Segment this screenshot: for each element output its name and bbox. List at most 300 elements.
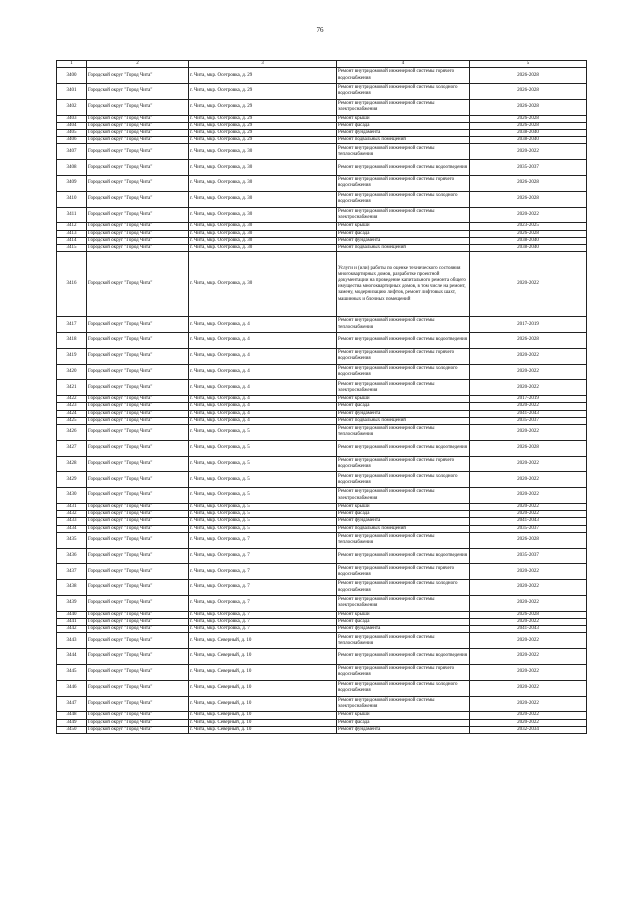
row-number-cell: 3436 — [57, 548, 87, 564]
period-cell: 2035-2037 — [470, 417, 587, 424]
table-row — [57, 488, 587, 504]
address-cell: г. Чита, мкр. Осетровка, д. 7 — [189, 532, 337, 548]
row-number-cell: 3432 — [57, 511, 87, 518]
address-cell: г. Чита, мкр. Северный, д. 10 — [189, 664, 337, 680]
period-cell: 2038-2040 — [470, 130, 587, 137]
period-cell: 2026-2028 — [470, 333, 587, 349]
work-type-cell: Услуги и (или) работы по оценке технического состояния многоквартирных домов, разработке проектной документации на проведение капитального ремонта общего имущества многоквартирных домов, в том числе на ремонт, замену, модернизацию лифтов, ремонт лифтовых шахт, машинных и блочных помещений — [337, 252, 470, 317]
owner-cell: Городской округ "Город Чита" — [87, 618, 189, 625]
work-type-cell: Ремонт внутридомовой инженерной системы водоотведения — [337, 333, 470, 349]
address-cell: г. Чита, мкр. Осетровка, д. 5 — [189, 518, 337, 525]
owner-cell: Городской округ "Город Чита" — [87, 364, 189, 380]
period-cell: 2038-2040 — [470, 245, 587, 252]
address-cell: г. Чита, мкр. Осетровка, д. 30 — [189, 144, 337, 160]
owner-cell: Городской округ "Город Чита" — [87, 230, 189, 237]
address-cell: г. Чита, мкр. Осетровка, д. 4 — [189, 364, 337, 380]
table-row — [57, 68, 587, 84]
period-cell: 2035-2037 — [470, 525, 587, 532]
address-cell: г. Чита, мкр. Осетровка, д. 5 — [189, 525, 337, 532]
period-cell: 2017-2019 — [470, 396, 587, 403]
owner-cell: Городской округ "Город Чита" — [87, 580, 189, 596]
work-type-cell: Ремонт внутридомовой инженерной системы горячего водоснабжения — [337, 68, 470, 84]
period-cell: 2035-2037 — [470, 160, 587, 176]
table-row — [57, 84, 587, 100]
address-cell: г. Чита, мкр. Осетровка, д. 7 — [189, 564, 337, 580]
column-header: 5 — [470, 61, 587, 68]
owner-cell: Городской округ "Город Чита" — [87, 633, 189, 649]
address-cell: г. Чита, мкр. Осетровка, д. 4 — [189, 333, 337, 349]
row-number-cell: 3423 — [57, 403, 87, 410]
period-cell: 2020-2022 — [470, 456, 587, 472]
owner-cell: Городской округ "Город Чита" — [87, 417, 189, 424]
row-number-cell: 3404 — [57, 122, 87, 129]
row-number-cell: 3412 — [57, 223, 87, 230]
period-cell: 2026-2028 — [470, 115, 587, 122]
address-cell: г. Чита, мкр. Осетровка, д. 5 — [189, 440, 337, 456]
work-type-cell: Ремонт внутридомовой инженерной системы теплоснабжения — [337, 425, 470, 441]
table-row — [57, 564, 587, 580]
address-cell: г. Чита, мкр. Осетровка, д. 30 — [189, 191, 337, 207]
row-number-cell: 3410 — [57, 191, 87, 207]
address-cell: г. Чита, мкр. Осетровка, д. 5 — [189, 488, 337, 504]
period-cell: 2026-2028 — [470, 176, 587, 192]
work-type-cell: Ремонт внутридомовой инженерной системы холодного водоснабжения — [337, 472, 470, 488]
table-row — [57, 680, 587, 696]
owner-cell: Городской округ "Город Чита" — [87, 176, 189, 192]
row-number-cell: 3448 — [57, 712, 87, 719]
owner-cell: Городской округ "Город Чита" — [87, 488, 189, 504]
table-row — [57, 137, 587, 144]
row-number-cell: 3429 — [57, 472, 87, 488]
period-cell: 2017-2019 — [470, 317, 587, 333]
owner-cell: Городской округ "Город Чита" — [87, 410, 189, 417]
table-row — [57, 333, 587, 349]
table-row — [57, 611, 587, 618]
table-row — [57, 633, 587, 649]
address-cell: г. Чита, мкр. Северный, д. 10 — [189, 649, 337, 665]
owner-cell: Городской округ "Город Чита" — [87, 532, 189, 548]
work-type-cell: Ремонт внутридомовой инженерной системы теплоснабжения — [337, 532, 470, 548]
owner-cell: Городской округ "Город Чита" — [87, 380, 189, 396]
table-row — [57, 626, 587, 633]
row-number-cell: 3407 — [57, 144, 87, 160]
address-cell: г. Чита, мкр. Осетровка, д. 5 — [189, 472, 337, 488]
owner-cell: Городской округ "Город Чита" — [87, 649, 189, 665]
row-number-cell: 3411 — [57, 207, 87, 223]
row-number-cell: 3441 — [57, 618, 87, 625]
work-type-cell: Ремонт внутридомовой инженерной системы водоотведения — [337, 649, 470, 665]
period-cell: 2020-2022 — [470, 503, 587, 510]
work-type-cell: Ремонт крыши — [337, 115, 470, 122]
owner-cell: Городской округ "Город Чита" — [87, 511, 189, 518]
owner-cell: Городской округ "Город Чита" — [87, 525, 189, 532]
period-cell: 2041-2043 — [470, 410, 587, 417]
row-number-cell: 3406 — [57, 137, 87, 144]
period-cell: 2026-2028 — [470, 122, 587, 129]
work-type-cell: Ремонт фасада — [337, 719, 470, 726]
owner-cell: Городской округ "Город Чита" — [87, 252, 189, 317]
work-type-cell: Ремонт внутридомовой инженерной системы электроснабжения — [337, 207, 470, 223]
table-row — [57, 719, 587, 726]
period-cell: 2020-2022 — [470, 348, 587, 364]
work-type-cell: Ремонт фасада — [337, 618, 470, 625]
work-type-cell: Ремонт внутридомовой инженерной системы горячего водоснабжения — [337, 564, 470, 580]
row-number-cell: 3446 — [57, 680, 87, 696]
row-number-cell: 3445 — [57, 664, 87, 680]
work-type-cell: Ремонт крыши — [337, 611, 470, 618]
work-type-cell: Ремонт внутридомовой инженерной системы горячего водоснабжения — [337, 664, 470, 680]
table-row — [57, 317, 587, 333]
period-cell: 2020-2022 — [470, 380, 587, 396]
owner-cell: Городской округ "Город Чита" — [87, 503, 189, 510]
row-number-cell: 3440 — [57, 611, 87, 618]
period-cell: 2020-2022 — [470, 488, 587, 504]
work-type-cell: Ремонт фасада — [337, 122, 470, 129]
work-type-cell: Ремонт подвальных помещений — [337, 525, 470, 532]
owner-cell: Городской округ "Город Чита" — [87, 333, 189, 349]
work-type-cell: Ремонт внутридомовой инженерной системы горячего водоснабжения — [337, 348, 470, 364]
period-cell: 2020-2022 — [470, 252, 587, 317]
table-row — [57, 456, 587, 472]
period-cell: 2026-2028 — [470, 532, 587, 548]
period-cell: 2026-2028 — [470, 99, 587, 115]
address-cell: г. Чита, мкр. Осетровка, д. 4 — [189, 410, 337, 417]
row-number-cell: 3416 — [57, 252, 87, 317]
address-cell: г. Чита, мкр. Осетровка, д. 7 — [189, 611, 337, 618]
owner-cell: Городской округ "Город Чита" — [87, 99, 189, 115]
owner-cell: Городской округ "Город Чита" — [87, 626, 189, 633]
work-type-cell: Ремонт внутридомовой инженерной системы водоотведения — [337, 440, 470, 456]
work-type-cell: Ремонт подвальных помещений — [337, 137, 470, 144]
address-cell: г. Чита, мкр. Осетровка, д. 29 — [189, 130, 337, 137]
owner-cell: Городской округ "Город Чита" — [87, 396, 189, 403]
table-row — [57, 649, 587, 665]
owner-cell: Городской округ "Город Чита" — [87, 664, 189, 680]
period-cell: 2026-2028 — [470, 68, 587, 84]
period-cell: 2020-2022 — [470, 595, 587, 611]
address-cell: г. Чита, мкр. Северный, д. 10 — [189, 719, 337, 726]
address-cell: г. Чита, мкр. Осетровка, д. 7 — [189, 618, 337, 625]
row-number-cell: 3438 — [57, 580, 87, 596]
period-cell: 2020-2022 — [470, 719, 587, 726]
address-cell: г. Чита, мкр. Осетровка, д. 30 — [189, 245, 337, 252]
period-cell: 2020-2022 — [470, 364, 587, 380]
table-row — [57, 472, 587, 488]
period-cell: 2020-2022 — [470, 649, 587, 665]
row-number-cell: 3414 — [57, 237, 87, 244]
work-type-cell: Ремонт внутридомовой инженерной системы горячего водоснабжения — [337, 456, 470, 472]
owner-cell: Городской округ "Город Чита" — [87, 595, 189, 611]
table-row — [57, 237, 587, 244]
period-cell: 2026-2028 — [470, 230, 587, 237]
work-type-cell: Ремонт внутридомовой инженерной системы водоотведения — [337, 160, 470, 176]
work-type-cell: Ремонт фундамента — [337, 626, 470, 633]
period-cell: 2038-2040 — [470, 137, 587, 144]
address-cell: г. Чита, мкр. Северный, д. 10 — [189, 726, 337, 733]
table-row — [57, 417, 587, 424]
owner-cell: Городской округ "Город Чита" — [87, 726, 189, 733]
work-type-cell: Ремонт фасада — [337, 230, 470, 237]
period-cell: 2035-2037 — [470, 548, 587, 564]
address-cell: г. Чита, мкр. Осетровка, д. 4 — [189, 417, 337, 424]
row-number-cell: 3442 — [57, 626, 87, 633]
address-cell: г. Чита, мкр. Осетровка, д. 4 — [189, 380, 337, 396]
address-cell: г. Чита, мкр. Осетровка, д. 5 — [189, 511, 337, 518]
address-cell: г. Чита, мкр. Северный, д. 10 — [189, 712, 337, 719]
table-row — [57, 580, 587, 596]
row-number-cell: 3401 — [57, 84, 87, 100]
table-row — [57, 595, 587, 611]
row-number-cell: 3424 — [57, 410, 87, 417]
table-row — [57, 518, 587, 525]
owner-cell: Городской округ "Город Чита" — [87, 160, 189, 176]
address-cell: г. Чита, мкр. Осетровка, д. 4 — [189, 317, 337, 333]
period-cell: 2026-2028 — [470, 440, 587, 456]
work-type-cell: Ремонт крыши — [337, 712, 470, 719]
row-number-cell: 3415 — [57, 245, 87, 252]
row-number-cell: 3413 — [57, 230, 87, 237]
address-cell: г. Чита, мкр. Осетровка, д. 30 — [189, 237, 337, 244]
table-header-row — [57, 61, 587, 68]
owner-cell: Городской округ "Город Чита" — [87, 348, 189, 364]
table-row — [57, 696, 587, 712]
work-type-cell: Ремонт внутридомовой инженерной системы холодного водоснабжения — [337, 84, 470, 100]
row-number-cell: 3444 — [57, 649, 87, 665]
period-cell: 2026-2028 — [470, 84, 587, 100]
work-type-cell: Ремонт внутридомовой инженерной системы теплоснабжения — [337, 633, 470, 649]
period-cell: 2020-2022 — [470, 425, 587, 441]
owner-cell: Городской округ "Город Чита" — [87, 207, 189, 223]
period-cell: 2038-2040 — [470, 237, 587, 244]
table-row — [57, 252, 587, 317]
address-cell: г. Чита, мкр. Осетровка, д. 7 — [189, 548, 337, 564]
period-cell: 2020-2022 — [470, 207, 587, 223]
table-row — [57, 99, 587, 115]
row-number-cell: 3425 — [57, 417, 87, 424]
address-cell: г. Чита, мкр. Осетровка, д. 30 — [189, 160, 337, 176]
period-cell: 2020-2022 — [470, 564, 587, 580]
work-type-cell: Ремонт внутридомовой инженерной системы холодного водоснабжения — [337, 364, 470, 380]
work-type-cell: Ремонт внутридомовой инженерной системы электроснабжения — [337, 99, 470, 115]
row-number-cell: 3419 — [57, 348, 87, 364]
work-type-cell: Ремонт внутридомовой инженерной системы электроснабжения — [337, 380, 470, 396]
column-header: 2 — [87, 61, 189, 68]
owner-cell: Городской округ "Город Чита" — [87, 548, 189, 564]
owner-cell: Городской округ "Город Чита" — [87, 223, 189, 230]
address-cell: г. Чита, мкр. Осетровка, д. 29 — [189, 84, 337, 100]
row-number-cell: 3447 — [57, 696, 87, 712]
work-type-cell: Ремонт внутридомовой инженерной системы холодного водоснабжения — [337, 580, 470, 596]
row-number-cell: 3431 — [57, 503, 87, 510]
period-cell: 2020-2022 — [470, 712, 587, 719]
row-number-cell: 3450 — [57, 726, 87, 733]
address-cell: г. Чита, мкр. Осетровка, д. 5 — [189, 425, 337, 441]
table-row — [57, 348, 587, 364]
work-type-cell: Ремонт внутридомовой инженерной системы электроснабжения — [337, 696, 470, 712]
address-cell: г. Чита, мкр. Осетровка, д. 7 — [189, 595, 337, 611]
owner-cell: Городской округ "Город Чита" — [87, 425, 189, 441]
table-row — [57, 122, 587, 129]
work-type-cell: Ремонт фундамента — [337, 518, 470, 525]
table-row — [57, 364, 587, 380]
work-type-cell: Ремонт подвальных помещений — [337, 245, 470, 252]
address-cell: г. Чита, мкр. Осетровка, д. 29 — [189, 122, 337, 129]
column-header: 3 — [189, 61, 337, 68]
row-number-cell: 3417 — [57, 317, 87, 333]
row-number-cell: 3437 — [57, 564, 87, 580]
owner-cell: Городской округ "Город Чита" — [87, 68, 189, 84]
row-number-cell: 3420 — [57, 364, 87, 380]
owner-cell: Городской округ "Город Чита" — [87, 518, 189, 525]
owner-cell: Городской округ "Город Чита" — [87, 712, 189, 719]
owner-cell: Городской округ "Город Чита" — [87, 719, 189, 726]
table-row — [57, 130, 587, 137]
work-type-cell: Ремонт внутридомовой инженерной системы электроснабжения — [337, 595, 470, 611]
table-row — [57, 160, 587, 176]
address-cell: г. Чита, мкр. Северный, д. 10 — [189, 633, 337, 649]
work-type-cell: Ремонт фундамента — [337, 410, 470, 417]
row-number-cell: 3402 — [57, 99, 87, 115]
address-cell: г. Чита, мкр. Осетровка, д. 5 — [189, 503, 337, 510]
work-type-cell: Ремонт крыши — [337, 223, 470, 230]
table-row — [57, 115, 587, 122]
table-row — [57, 440, 587, 456]
work-type-cell: Ремонт внутридомовой инженерной системы холодного водоснабжения — [337, 191, 470, 207]
table-row — [57, 223, 587, 230]
address-cell: г. Чита, мкр. Осетровка, д. 29 — [189, 115, 337, 122]
row-number-cell: 3409 — [57, 176, 87, 192]
work-type-cell: Ремонт внутридомовой инженерной системы теплоснабжения — [337, 144, 470, 160]
owner-cell: Городской округ "Город Чита" — [87, 611, 189, 618]
owner-cell: Городской округ "Город Чита" — [87, 122, 189, 129]
address-cell: г. Чита, мкр. Осетровка, д. 4 — [189, 403, 337, 410]
table-row — [57, 726, 587, 733]
owner-cell: Городской округ "Город Чита" — [87, 564, 189, 580]
owner-cell: Городской округ "Город Чита" — [87, 440, 189, 456]
row-number-cell: 3435 — [57, 532, 87, 548]
table-row — [57, 245, 587, 252]
table-row — [57, 207, 587, 223]
work-type-cell: Ремонт внутридомовой инженерной системы теплоснабжения — [337, 317, 470, 333]
owner-cell: Городской округ "Город Чита" — [87, 680, 189, 696]
address-cell: г. Чита, мкр. Осетровка, д. 4 — [189, 348, 337, 364]
work-type-cell: Ремонт крыши — [337, 503, 470, 510]
table-row — [57, 410, 587, 417]
period-cell: 2020-2022 — [470, 580, 587, 596]
owner-cell: Городской округ "Город Чита" — [87, 245, 189, 252]
work-type-cell: Ремонт фундамента — [337, 726, 470, 733]
work-type-cell: Ремонт фасада — [337, 403, 470, 410]
page-number: 76 — [316, 26, 324, 34]
capital-repair-table — [56, 60, 587, 734]
period-cell: 2020-2022 — [470, 472, 587, 488]
period-cell: 2020-2022 — [470, 403, 587, 410]
address-cell: г. Чита, мкр. Осетровка, д. 30 — [189, 176, 337, 192]
row-number-cell: 3418 — [57, 333, 87, 349]
table-row — [57, 191, 587, 207]
address-cell: г. Чита, мкр. Осетровка, д. 5 — [189, 456, 337, 472]
period-cell: 2020-2022 — [470, 680, 587, 696]
table-row — [57, 230, 587, 237]
period-cell: 2023-2025 — [470, 223, 587, 230]
work-type-cell: Ремонт фундамента — [337, 237, 470, 244]
owner-cell: Городской округ "Город Чита" — [87, 456, 189, 472]
table-row — [57, 144, 587, 160]
address-cell: г. Чита, мкр. Осетровка, д. 30 — [189, 230, 337, 237]
owner-cell: Городской округ "Город Чита" — [87, 144, 189, 160]
row-number-cell: 3421 — [57, 380, 87, 396]
owner-cell: Городской округ "Город Чита" — [87, 317, 189, 333]
period-cell: 2041-2043 — [470, 626, 587, 633]
table-row — [57, 618, 587, 625]
work-type-cell: Ремонт внутридомовой инженерной системы водоотведения — [337, 548, 470, 564]
row-number-cell: 3434 — [57, 525, 87, 532]
row-number-cell: 3433 — [57, 518, 87, 525]
table-row — [57, 712, 587, 719]
owner-cell: Городской округ "Город Чита" — [87, 237, 189, 244]
address-cell: г. Чита, мкр. Северный, д. 10 — [189, 680, 337, 696]
address-cell: г. Чита, мкр. Северный, д. 10 — [189, 696, 337, 712]
owner-cell: Городской округ "Город Чита" — [87, 137, 189, 144]
table-row — [57, 532, 587, 548]
period-cell: 2020-2022 — [470, 511, 587, 518]
address-cell: г. Чита, мкр. Осетровка, д. 29 — [189, 137, 337, 144]
column-header: 4 — [337, 61, 470, 68]
address-cell: г. Чита, мкр. Осетровка, д. 30 — [189, 223, 337, 230]
table-row — [57, 511, 587, 518]
owner-cell: Городской округ "Город Чита" — [87, 696, 189, 712]
table-row — [57, 176, 587, 192]
owner-cell: Городской округ "Город Чита" — [87, 130, 189, 137]
work-type-cell: Ремонт внутридомовой инженерной системы электроснабжения — [337, 488, 470, 504]
work-type-cell: Ремонт внутридомовой инженерной системы горячего водоснабжения — [337, 176, 470, 192]
period-cell: 2020-2022 — [470, 618, 587, 625]
address-cell: г. Чита, мкр. Осетровка, д. 30 — [189, 207, 337, 223]
address-cell: г. Чита, мкр. Осетровка, д. 7 — [189, 580, 337, 596]
owner-cell: Городской округ "Город Чита" — [87, 191, 189, 207]
row-number-cell: 3405 — [57, 130, 87, 137]
owner-cell: Городской округ "Город Чита" — [87, 472, 189, 488]
address-cell: г. Чита, мкр. Осетровка, д. 29 — [189, 99, 337, 115]
period-cell: 2020-2022 — [470, 144, 587, 160]
period-cell: 2026-2028 — [470, 611, 587, 618]
row-number-cell: 3422 — [57, 396, 87, 403]
work-type-cell: Ремонт подвальных помещений — [337, 417, 470, 424]
row-number-cell: 3408 — [57, 160, 87, 176]
owner-cell: Городской округ "Город Чита" — [87, 403, 189, 410]
row-number-cell: 3439 — [57, 595, 87, 611]
table-row — [57, 403, 587, 410]
row-number-cell: 3428 — [57, 456, 87, 472]
table-row — [57, 548, 587, 564]
work-type-cell: Ремонт фасада — [337, 511, 470, 518]
table-row — [57, 396, 587, 403]
period-cell: 2020-2022 — [470, 633, 587, 649]
address-cell: г. Чита, мкр. Осетровка, д. 7 — [189, 626, 337, 633]
table-row — [57, 503, 587, 510]
work-type-cell: Ремонт внутридомовой инженерной системы холодного водоснабжения — [337, 680, 470, 696]
owner-cell: Городской округ "Город Чита" — [87, 84, 189, 100]
row-number-cell: 3449 — [57, 719, 87, 726]
row-number-cell: 3427 — [57, 440, 87, 456]
table-row — [57, 425, 587, 441]
row-number-cell: 3400 — [57, 68, 87, 84]
period-cell: 2026-2028 — [470, 191, 587, 207]
column-header: 1 — [57, 61, 87, 68]
period-cell: 2032-2034 — [470, 726, 587, 733]
row-number-cell: 3426 — [57, 425, 87, 441]
work-type-cell: Ремонт крыши — [337, 396, 470, 403]
